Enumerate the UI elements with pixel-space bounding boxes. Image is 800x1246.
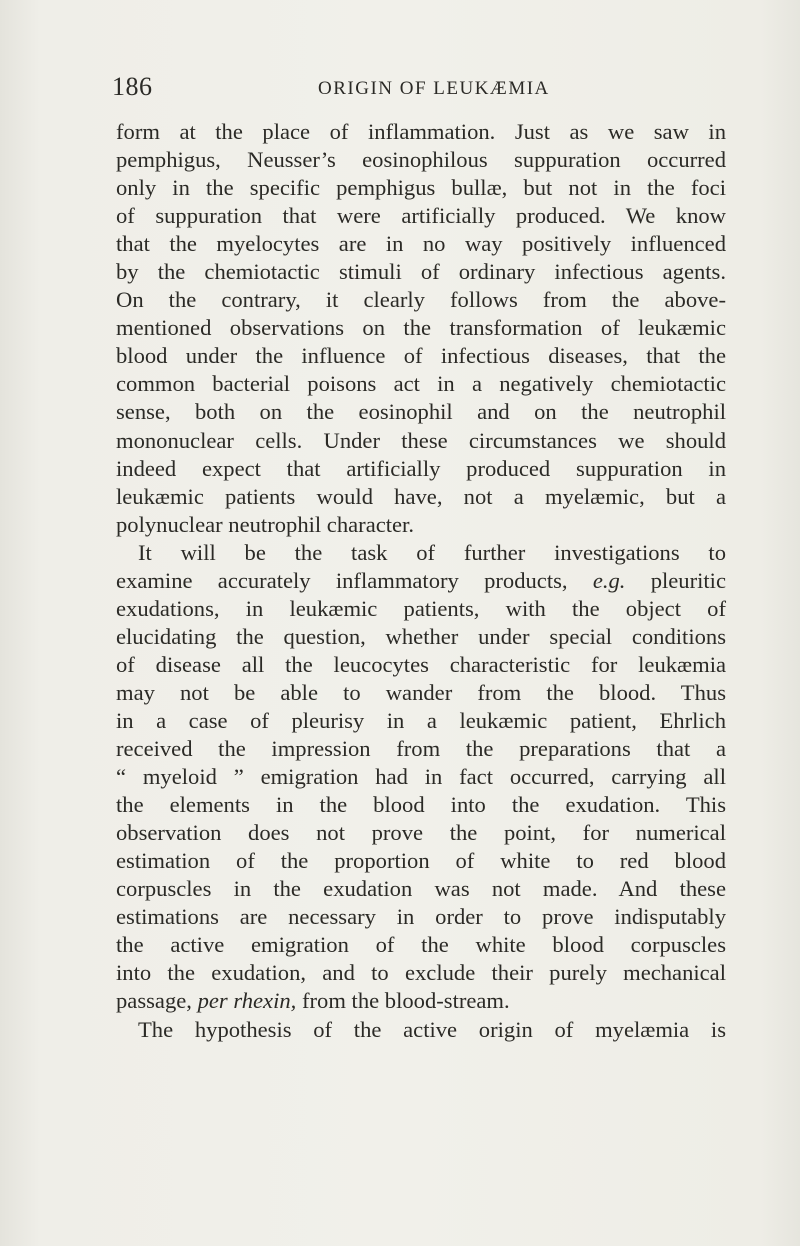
text-line: pemphigus, Neusser’s eosinophilous suppuration occurred xyxy=(116,147,726,173)
text-line: polynuclear neutrophil character. xyxy=(116,511,414,537)
text-line-with-emphasis xyxy=(116,567,726,595)
text-line: On the contrary, it clearly follows from the above- xyxy=(116,287,726,313)
text-line: by the chemiotactic stimuli of ordinary infectious agents. xyxy=(116,259,726,285)
emphasis-text: e.g. xyxy=(592,567,626,593)
text-line: corpuscles in the exudation was not made. And these xyxy=(116,876,726,902)
text-line: may not be able to wander from the blood. Thus xyxy=(116,679,726,705)
text-line: only in the specific pemphigus bullæ, but not in the foci xyxy=(116,175,726,201)
text-line: mononuclear cells. Under these circumstances we should xyxy=(116,427,726,453)
text-segment: pleuritic xyxy=(650,567,726,593)
page-number: 186 xyxy=(112,72,153,101)
text-line: mentioned observations on the transformation of leukæmic xyxy=(116,315,726,341)
text-line: form at the place of inflammation. Just as we saw in xyxy=(116,119,726,144)
text-line: received the impression from the preparations that a xyxy=(116,736,726,762)
text-line: the elements in the blood into the exudation. This xyxy=(116,792,726,818)
running-title: ORIGIN OF LEUKÆMIA xyxy=(318,78,550,99)
emphasis-text: per rhexin, xyxy=(197,988,297,1014)
text-line: estimation of the proportion of white to red blood xyxy=(116,848,726,874)
text-line: of suppuration that were artificially produced. We know xyxy=(116,203,726,229)
page-header xyxy=(112,72,732,104)
text-line: blood under the influence of infectious diseases, that the xyxy=(116,343,726,369)
text-line: exudations, in leukæmic patients, with the object of xyxy=(116,595,726,621)
text-line: elucidating the question, whether under special conditions xyxy=(116,623,726,649)
text-line: estimations are necessary in order to prove indisputably xyxy=(116,904,726,930)
text-line: in a case of pleurisy in a leukæmic patient, Ehrlich xyxy=(116,707,726,733)
body-text xyxy=(116,118,726,1044)
text-segment: passage, xyxy=(116,988,192,1014)
text-segment: from the blood-stream. xyxy=(301,988,510,1014)
text-line: leukæmic patients would have, not a myelæmic, but a xyxy=(116,483,726,509)
text-line: indeed expect that artificially produced suppuration in xyxy=(116,455,726,481)
text-line: common bacterial poisons act in a negatively chemiotactic xyxy=(116,371,726,397)
text-line: that the myelocytes are in no way positively influenced xyxy=(116,231,726,257)
text-line-with-emphasis xyxy=(116,987,726,1015)
text-line: The hypothesis of the active origin of myelæmia is xyxy=(138,1016,726,1042)
text-line: observation does not prove the point, for numerical xyxy=(116,820,726,846)
text-line: sense, both on the eosinophil and on the neutrophil xyxy=(116,399,726,425)
text-line: the active emigration of the white blood corpuscles xyxy=(116,932,726,958)
text-line: “ myeloid ” emigration had in fact occurred, carrying all xyxy=(116,764,726,790)
text-segment: examine accurately inflammatory products, xyxy=(116,567,568,593)
text-line: of disease all the leucocytes characteristic for leukæmia xyxy=(116,651,726,677)
text-line: It will be the task of further investigations to xyxy=(138,539,726,565)
text-line: into the exudation, and to exclude their purely mechanical xyxy=(116,960,726,986)
